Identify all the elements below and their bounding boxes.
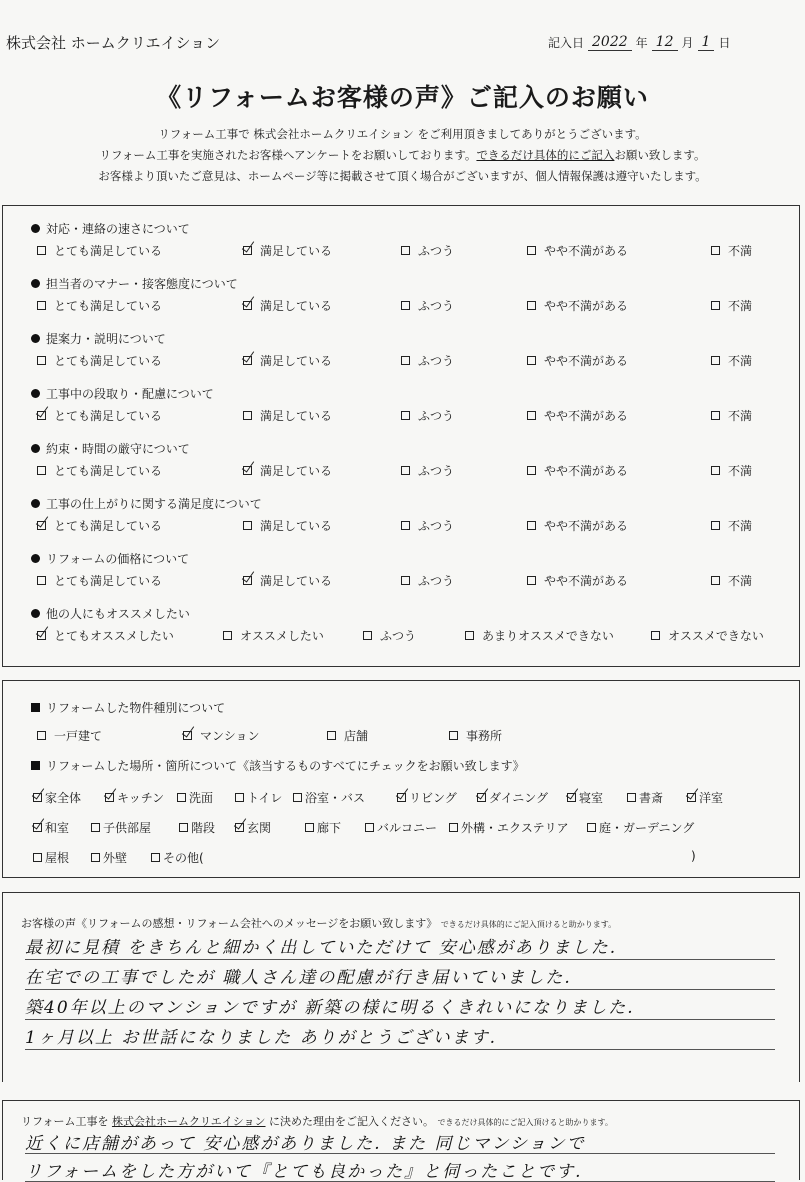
- place-option-label: ダイニング: [489, 791, 549, 805]
- handwritten-line: 1ヶ月以上 お世話になりました ありがとうございます.: [25, 1028, 498, 1048]
- property-option-label: 事務所: [466, 729, 503, 743]
- place-option-label: 玄関: [247, 821, 272, 835]
- checkbox-icon[interactable]: [527, 411, 536, 420]
- survey-option[interactable]: [527, 517, 628, 534]
- place-option-label: 屋根: [45, 851, 70, 865]
- recommend-option[interactable]: [223, 627, 324, 644]
- voice-label-row: [21, 915, 616, 931]
- handwritten-line: 近くに店舗があって 安心感がありました. また 同じマンションで: [25, 1134, 586, 1154]
- survey-option-label: 満足している: [260, 354, 333, 368]
- survey-question: [31, 440, 190, 457]
- survey-option-label: ふつう: [418, 574, 455, 588]
- circle-bullet-icon: [31, 444, 40, 453]
- checkbox-icon[interactable]: [401, 576, 410, 585]
- survey-option[interactable]: [401, 517, 454, 534]
- place-option[interactable]: [397, 789, 457, 806]
- checkbox-icon[interactable]: [37, 731, 46, 740]
- survey-option-label: とても満足している: [54, 519, 163, 533]
- recommend-option-label: オススメしたい: [240, 629, 324, 643]
- checkbox-icon[interactable]: [243, 356, 252, 365]
- intro-line-3: お客様より頂いたご意見は、ホームページ等に掲載させて頂く場合がございますが、個人情報保護は遵守いたします。: [98, 169, 707, 183]
- place-option[interactable]: [567, 789, 603, 806]
- survey-option-label: やや不満がある: [544, 574, 629, 588]
- survey-option-label: やや不満がある: [544, 409, 629, 423]
- survey-option-label: 満足している: [260, 519, 333, 533]
- checkbox-icon[interactable]: [401, 301, 410, 310]
- checkbox-icon[interactable]: [711, 521, 720, 530]
- survey-option[interactable]: [711, 407, 752, 424]
- checkbox-icon[interactable]: [567, 793, 576, 802]
- ruled-line: [25, 959, 775, 960]
- survey-option-label: やや不満がある: [544, 519, 629, 533]
- circle-bullet-icon: [31, 609, 40, 618]
- place-option-label: 外壁: [103, 851, 128, 865]
- survey-option-label: 満足している: [260, 409, 333, 423]
- property-option[interactable]: [449, 727, 502, 744]
- checkbox-icon[interactable]: [37, 631, 46, 640]
- voice-box: [2, 892, 800, 1082]
- survey-option-label: とても満足している: [54, 574, 163, 588]
- survey-question-label: 提案力・説明について: [46, 332, 166, 346]
- survey-option[interactable]: [401, 572, 454, 589]
- checkbox-icon[interactable]: [235, 823, 244, 832]
- checkbox-icon[interactable]: [33, 823, 42, 832]
- survey-question-label: 対応・連絡の速さについて: [46, 222, 190, 236]
- survey-option-label: 不満: [728, 299, 753, 313]
- checkbox-icon[interactable]: [37, 466, 46, 475]
- ruled-line: [25, 1049, 775, 1050]
- survey-option[interactable]: [527, 572, 628, 589]
- survey-option-label: ふつう: [418, 519, 455, 533]
- place-option[interactable]: [151, 849, 204, 866]
- survey-option-label: ふつう: [418, 464, 455, 478]
- survey-option[interactable]: [37, 352, 162, 369]
- survey-option[interactable]: [243, 572, 332, 589]
- date-year-unit: 年: [635, 36, 648, 50]
- checkbox-icon[interactable]: [243, 576, 252, 585]
- checkbox-icon[interactable]: [711, 466, 720, 475]
- place-option-label: 外構・エクステリア: [461, 821, 569, 835]
- survey-option-label: ふつう: [418, 244, 455, 258]
- handwritten-line: リフォームをした方がいて『とても良かった』と伺ったことです.: [25, 1162, 583, 1182]
- checkbox-icon[interactable]: [183, 731, 192, 740]
- survey-option-label: ふつう: [418, 299, 455, 313]
- place-option-label: 書斎: [639, 791, 664, 805]
- checkbox-icon[interactable]: [627, 793, 636, 802]
- page-title: 《リフォームお客様の声》ご記入のお願い: [156, 83, 649, 112]
- checkbox-icon[interactable]: [711, 246, 720, 255]
- checkbox-icon[interactable]: [711, 411, 720, 420]
- place-option-label: その他(: [163, 851, 204, 865]
- survey-option[interactable]: [37, 572, 162, 589]
- survey-option-label: 満足している: [260, 574, 333, 588]
- survey-option[interactable]: [401, 352, 454, 369]
- place-option-label: リビング: [409, 791, 457, 805]
- place-option[interactable]: [365, 819, 437, 836]
- checkbox-icon[interactable]: [587, 823, 596, 832]
- survey-question-label: 工事の仕上がりに関する満足度について: [46, 497, 262, 511]
- place-option-label: 洋室: [699, 791, 724, 805]
- checkbox-icon[interactable]: [223, 631, 232, 640]
- survey-option[interactable]: [243, 352, 332, 369]
- checkbox-icon[interactable]: [105, 793, 114, 802]
- recommend-option[interactable]: [651, 627, 764, 644]
- survey-option[interactable]: [37, 407, 162, 424]
- checkbox-icon[interactable]: [365, 823, 374, 832]
- intro-line-1: リフォーム工事で 株式会社ホームクリエイション をご利用頂きましてありがとうございます。: [158, 127, 647, 141]
- place-option[interactable]: [33, 849, 69, 866]
- survey-option-label: やや不満がある: [544, 244, 629, 258]
- place-option-label: トイレ: [247, 791, 283, 805]
- circle-bullet-icon: [31, 279, 40, 288]
- survey-option[interactable]: [711, 242, 752, 259]
- place-option[interactable]: [293, 789, 365, 806]
- place-option[interactable]: [91, 819, 151, 836]
- places-question: [31, 757, 525, 774]
- recommend-option-label: ふつう: [380, 629, 417, 643]
- survey-question: [31, 495, 262, 512]
- survey-option[interactable]: [711, 517, 752, 534]
- place-option-label: 寝室: [579, 791, 604, 805]
- checkbox-icon[interactable]: [651, 631, 660, 640]
- recommend-question: [31, 605, 190, 622]
- checkbox-icon[interactable]: [37, 576, 46, 585]
- checkbox-icon[interactable]: [711, 576, 720, 585]
- place-option-label: 浴室・バス: [305, 791, 366, 805]
- survey-option[interactable]: [401, 297, 454, 314]
- intro-line-2-emphasis: できるだけ具体的にご記入: [476, 148, 615, 162]
- survey-option[interactable]: [527, 407, 628, 424]
- handwritten-line: 最初に見積 をきちんと細かく出していただけて 安心感がありました.: [25, 938, 618, 958]
- recommend-question-label: 他の人にもオススメしたい: [46, 607, 190, 621]
- survey-option-label: ふつう: [418, 409, 455, 423]
- checkbox-icon[interactable]: [243, 411, 252, 420]
- survey-option-label: とても満足している: [54, 409, 163, 423]
- survey-option-label: 不満: [728, 519, 753, 533]
- survey-option[interactable]: [37, 297, 162, 314]
- checkbox-icon[interactable]: [527, 246, 536, 255]
- survey-option-label: とても満足している: [54, 244, 163, 258]
- survey-option-label: ふつう: [418, 354, 455, 368]
- handwritten-line: 在宅での工事でしたが 職人さん達の配慮が行き届いていました.: [25, 968, 572, 988]
- survey-box: [2, 205, 800, 667]
- property-option[interactable]: [327, 727, 368, 744]
- survey-option-label: 満足している: [260, 244, 333, 258]
- checkbox-icon[interactable]: [179, 823, 188, 832]
- intro-line-2-c: お願い致します。: [614, 148, 706, 162]
- circle-bullet-icon: [31, 389, 40, 398]
- ruled-line: [25, 989, 775, 990]
- place-option-label: 和室: [45, 821, 70, 835]
- checkbox-icon[interactable]: [177, 793, 186, 802]
- place-option[interactable]: [105, 789, 164, 806]
- checkbox-icon[interactable]: [449, 823, 458, 832]
- checkbox-icon[interactable]: [33, 853, 42, 862]
- checkbox-icon[interactable]: [401, 356, 410, 365]
- reason-note: できるだけ具体的にご記入頂けると助かります。: [437, 1118, 613, 1127]
- survey-option[interactable]: [37, 462, 162, 479]
- checkbox-icon[interactable]: [527, 576, 536, 585]
- date-month: 12: [652, 34, 678, 51]
- survey-question: [31, 385, 214, 402]
- property-question-label: リフォームした物件種別について: [46, 701, 226, 715]
- place-option[interactable]: [235, 819, 271, 836]
- survey-option[interactable]: [527, 462, 628, 479]
- survey-question-label: 約束・時間の厳守について: [46, 442, 190, 456]
- property-box: [2, 680, 800, 878]
- property-option[interactable]: [37, 727, 102, 744]
- survey-option[interactable]: [401, 407, 454, 424]
- checkbox-icon[interactable]: [527, 301, 536, 310]
- survey-question: [31, 330, 166, 347]
- survey-option[interactable]: [401, 242, 454, 259]
- checkbox-icon[interactable]: [305, 823, 314, 832]
- survey-option[interactable]: [401, 462, 454, 479]
- survey-option-label: とても満足している: [54, 354, 163, 368]
- place-option-label: 家全体: [45, 791, 82, 805]
- place-option-label: 子供部屋: [103, 821, 152, 835]
- survey-option[interactable]: [37, 517, 162, 534]
- survey-option[interactable]: [243, 517, 332, 534]
- checkbox-icon[interactable]: [711, 356, 720, 365]
- checkbox-icon[interactable]: [363, 631, 372, 640]
- survey-option[interactable]: [711, 462, 752, 479]
- checkbox-icon[interactable]: [465, 631, 474, 640]
- circle-bullet-icon: [31, 554, 40, 563]
- checkbox-icon[interactable]: [527, 521, 536, 530]
- recommend-option[interactable]: [363, 627, 416, 644]
- date-year: 2022: [588, 34, 632, 51]
- checkbox-icon[interactable]: [401, 246, 410, 255]
- checkbox-icon[interactable]: [91, 823, 100, 832]
- survey-option-label: 不満: [728, 354, 753, 368]
- place-option[interactable]: [177, 789, 213, 806]
- ruled-line: [25, 1019, 775, 1020]
- place-option[interactable]: [687, 789, 723, 806]
- date-month-unit: 月: [681, 36, 694, 50]
- place-option-label: 廊下: [317, 821, 342, 835]
- survey-option[interactable]: [243, 242, 332, 259]
- survey-option[interactable]: [243, 462, 332, 479]
- voice-note: できるだけ具体的にご記入頂けると助かります。: [440, 920, 617, 929]
- place-option-label: 庭・ガーデニング: [599, 821, 695, 835]
- property-option[interactable]: [183, 727, 259, 744]
- survey-option[interactable]: [527, 352, 628, 369]
- survey-option[interactable]: [243, 297, 332, 314]
- place-option-label: バルコニー: [377, 821, 438, 835]
- place-option-label: キッチン: [117, 791, 165, 805]
- checkbox-icon[interactable]: [37, 521, 46, 530]
- survey-option-label: 不満: [728, 244, 753, 258]
- place-option[interactable]: [179, 819, 215, 836]
- recommend-option-label: あまりオススメできない: [482, 629, 614, 643]
- survey-option-label: 不満: [728, 574, 753, 588]
- place-option[interactable]: [627, 789, 663, 806]
- intro-line-2: [0, 145, 805, 166]
- property-option-label: マンション: [200, 729, 260, 743]
- survey-option[interactable]: [37, 242, 162, 259]
- property-option-label: 一戸建て: [54, 729, 103, 743]
- square-bullet-icon: [31, 761, 40, 770]
- survey-option[interactable]: [711, 297, 752, 314]
- place-option[interactable]: [477, 789, 548, 806]
- property-option-label: 店舗: [344, 729, 369, 743]
- checkbox-icon[interactable]: [243, 246, 252, 255]
- intro-line-2-a: リフォーム工事を実施されたお客様へアンケートをお願いしております。: [99, 148, 477, 162]
- checkbox-icon[interactable]: [477, 793, 486, 802]
- survey-question: [31, 275, 238, 292]
- checkbox-icon[interactable]: [91, 853, 100, 862]
- survey-option-label: 満足している: [260, 464, 333, 478]
- checkbox-icon[interactable]: [243, 521, 252, 530]
- property-question: [31, 699, 225, 716]
- date-day-unit: 日: [718, 36, 731, 50]
- survey-question: [31, 550, 189, 567]
- checkbox-icon[interactable]: [243, 301, 252, 310]
- date-label: 記入日: [548, 36, 585, 50]
- survey-option-label: 不満: [728, 464, 753, 478]
- ruled-line: [25, 1153, 775, 1154]
- checkbox-icon[interactable]: [37, 246, 46, 255]
- date-day: 1: [698, 34, 715, 51]
- circle-bullet-icon: [31, 499, 40, 508]
- survey-option[interactable]: [243, 407, 332, 424]
- survey-option-label: とても満足している: [54, 464, 163, 478]
- place-option[interactable]: [305, 819, 341, 836]
- survey-option[interactable]: [711, 572, 752, 589]
- survey-option-label: 満足している: [260, 299, 333, 313]
- checkbox-icon[interactable]: [151, 853, 160, 862]
- other-close-paren: ): [691, 849, 696, 863]
- checkbox-icon[interactable]: [401, 466, 410, 475]
- reason-label-row: [21, 1113, 613, 1129]
- reason-label-a: リフォーム工事を: [21, 1115, 109, 1128]
- place-option[interactable]: [449, 819, 569, 836]
- survey-option-label: やや不満がある: [544, 299, 629, 313]
- checkbox-icon[interactable]: [711, 301, 720, 310]
- checkbox-icon[interactable]: [37, 411, 46, 420]
- survey-option[interactable]: [527, 242, 628, 259]
- checkbox-icon[interactable]: [527, 466, 536, 475]
- survey-option[interactable]: [527, 297, 628, 314]
- checkbox-icon[interactable]: [37, 301, 46, 310]
- recommend-option-label: とてもオススメしたい: [54, 629, 174, 643]
- reason-label-company: 株式会社ホームクリエイション: [111, 1115, 266, 1128]
- survey-question-label: 担当者のマナー・接客態度について: [46, 277, 238, 291]
- circle-bullet-icon: [31, 334, 40, 343]
- reason-box: [2, 1100, 800, 1180]
- recommend-option[interactable]: [465, 627, 614, 644]
- recommend-option-label: オススメできない: [668, 629, 764, 643]
- reason-label-c: に決めた理由をご記入ください。: [269, 1115, 435, 1128]
- handwritten-line: 築40年以上のマンションですが 新築の様に明るくきれいになりました.: [25, 998, 635, 1018]
- survey-option-label: とても満足している: [54, 299, 163, 313]
- survey-question: [31, 220, 190, 237]
- survey-option-label: やや不満がある: [544, 354, 629, 368]
- place-option[interactable]: [235, 789, 282, 806]
- place-option[interactable]: [33, 819, 69, 836]
- place-option[interactable]: [587, 819, 694, 836]
- checkbox-icon[interactable]: [527, 356, 536, 365]
- recommend-option[interactable]: [37, 627, 174, 644]
- place-option[interactable]: [33, 789, 81, 806]
- checkbox-icon[interactable]: [293, 793, 302, 802]
- places-question-label: リフォームした場所・箇所について《該当するものすべてにチェックをお願い致します》: [46, 759, 525, 773]
- place-option-label: 階段: [191, 821, 216, 835]
- place-option-label: 洗面: [189, 791, 214, 805]
- survey-option[interactable]: [711, 352, 752, 369]
- checkbox-icon[interactable]: [33, 793, 42, 802]
- survey-question-label: 工事中の段取り・配慮について: [46, 387, 214, 401]
- checkbox-icon[interactable]: [37, 356, 46, 365]
- survey-option-label: やや不満がある: [544, 464, 629, 478]
- circle-bullet-icon: [31, 224, 40, 233]
- checkbox-icon[interactable]: [235, 793, 244, 802]
- checkbox-icon[interactable]: [449, 731, 458, 740]
- checkbox-icon[interactable]: [243, 466, 252, 475]
- checkbox-icon[interactable]: [687, 793, 696, 802]
- company-name: 株式会社 ホームクリエイション: [6, 34, 221, 52]
- entry-date: [548, 34, 730, 51]
- square-bullet-icon: [31, 703, 40, 712]
- place-option[interactable]: [91, 849, 127, 866]
- voice-label: お客様の声《リフォームの感想・リフォーム会社へのメッセージをお願い致します》: [21, 917, 438, 930]
- checkbox-icon[interactable]: [397, 793, 406, 802]
- survey-option-label: 不満: [728, 409, 753, 423]
- checkbox-icon[interactable]: [401, 521, 410, 530]
- survey-question-label: リフォームの価格について: [46, 552, 190, 566]
- checkbox-icon[interactable]: [327, 731, 336, 740]
- checkbox-icon[interactable]: [401, 411, 410, 420]
